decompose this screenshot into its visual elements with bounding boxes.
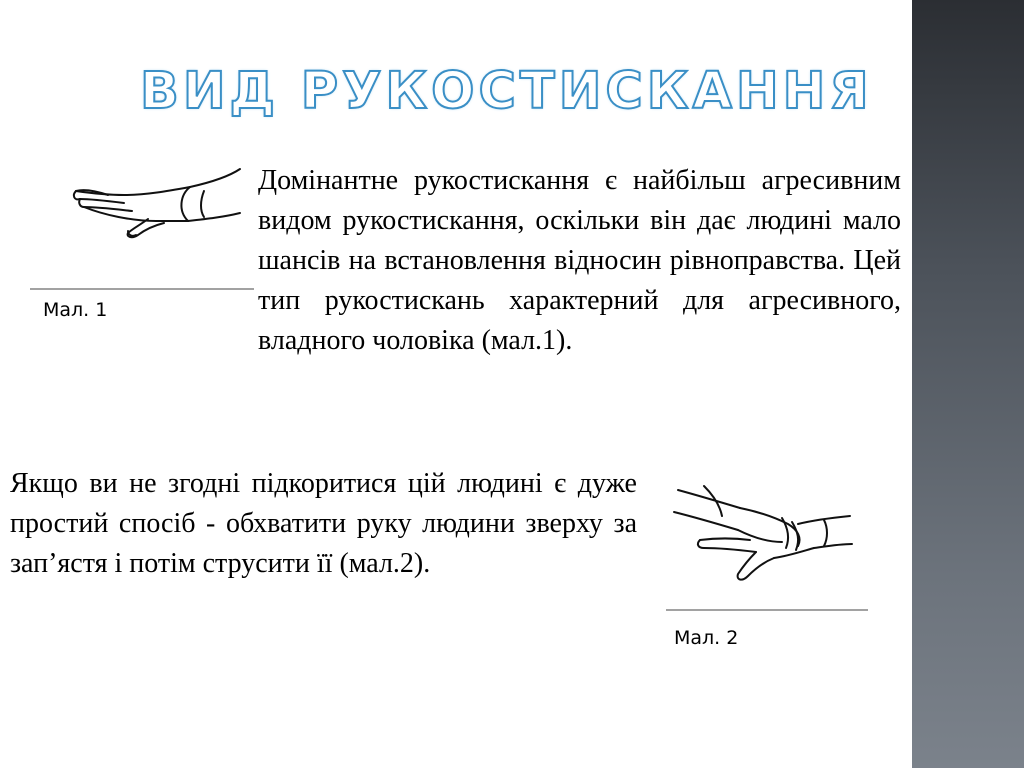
paragraph-dominant-handshake: Домінантне рукостискання є найбільш агресивним видом рукостискання, оскільки він дає людині мало шансів на встановлення відносин рівноправства. Цей тип рукостискань характерний для агресивного, владного чоловіка (мал.1). [258,165,901,356]
figure-2 [664,472,870,616]
slide-title: ВИД РУКОСТИСКАННЯ [140,62,873,121]
figure-1 [28,165,256,295]
palm-down-hand-drawing [28,165,256,295]
wrist-grip-hands-drawing [664,472,870,616]
figure-1-caption: Мал. 1 [43,299,108,321]
figure-2-caption: Мал. 2 [674,627,739,649]
decorative-side-bar [912,0,1024,768]
paragraph-counter-technique: Якщо ви не згодні підкоритися цій людині є дуже простий спосіб - обхватити руку людини зверху за зап’ястя і потім струсити її (мал.2). [10,468,637,579]
